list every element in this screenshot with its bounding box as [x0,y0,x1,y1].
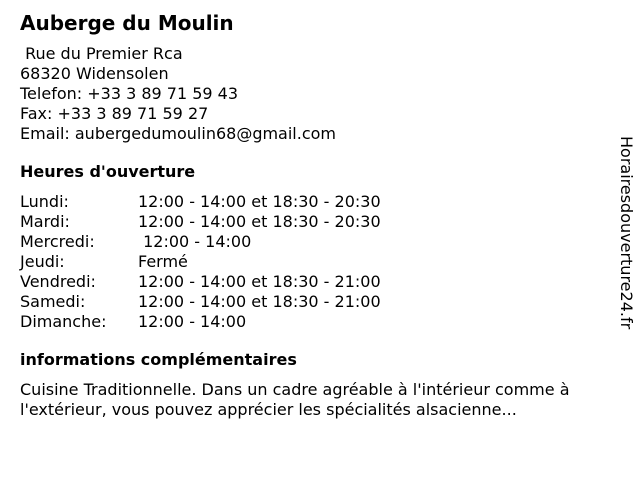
hours-time: 12:00 - 14:00 et 18:30 - 21:00 [138,292,381,311]
hours-row-monday [20,192,600,212]
hours-row-tuesday [20,212,600,232]
additional-info-heading: informations complémentaires [20,350,297,369]
hours-time: 12:00 - 14:00 et 18:30 - 21:00 [138,272,381,291]
hours-row-wednesday [20,232,600,252]
hours-row-saturday [20,292,600,312]
additional-info-text: Cuisine Traditionnelle. Dans un cadre agréable à l'intérieur comme à l'extérieur, vous pouvez apprécier les spécialités alsacienne... [20,380,570,419]
hours-row-sunday [20,312,600,332]
hours-row-friday [20,272,600,292]
address-city: 68320 Widensolen [20,64,169,83]
business-name: Auberge du Moulin [20,11,234,35]
hours-day: Vendredi: [20,272,96,291]
hours-time: 12:00 - 14:00 [138,312,247,331]
email-address: Email: aubergedumoulin68@gmail.com [20,124,337,143]
hours-time: Fermé [138,252,188,271]
hours-time: 12:00 - 14:00 [138,232,252,251]
hours-day: Lundi: [20,192,69,211]
site-watermark: Horairesdouverture24.fr [617,136,636,330]
opening-hours-heading: Heures d'ouverture [20,162,196,181]
hours-day: Samedi: [20,292,86,311]
hours-day: Mercredi: [20,232,95,251]
hours-day: Jeudi: [20,252,65,271]
hours-day: Dimanche: [20,312,107,331]
phone-number: Telefon: +33 3 89 71 59 43 [20,84,239,103]
opening-hours-table [20,192,600,332]
hours-time: 12:00 - 14:00 et 18:30 - 20:30 [138,212,381,231]
hours-day: Mardi: [20,212,70,231]
hours-row-thursday [20,252,600,272]
business-card [20,10,600,420]
hours-time: 12:00 - 14:00 et 18:30 - 20:30 [138,192,381,211]
fax-number: Fax: +33 3 89 71 59 27 [20,104,209,123]
address-street: Rue du Premier Rca [20,44,183,63]
